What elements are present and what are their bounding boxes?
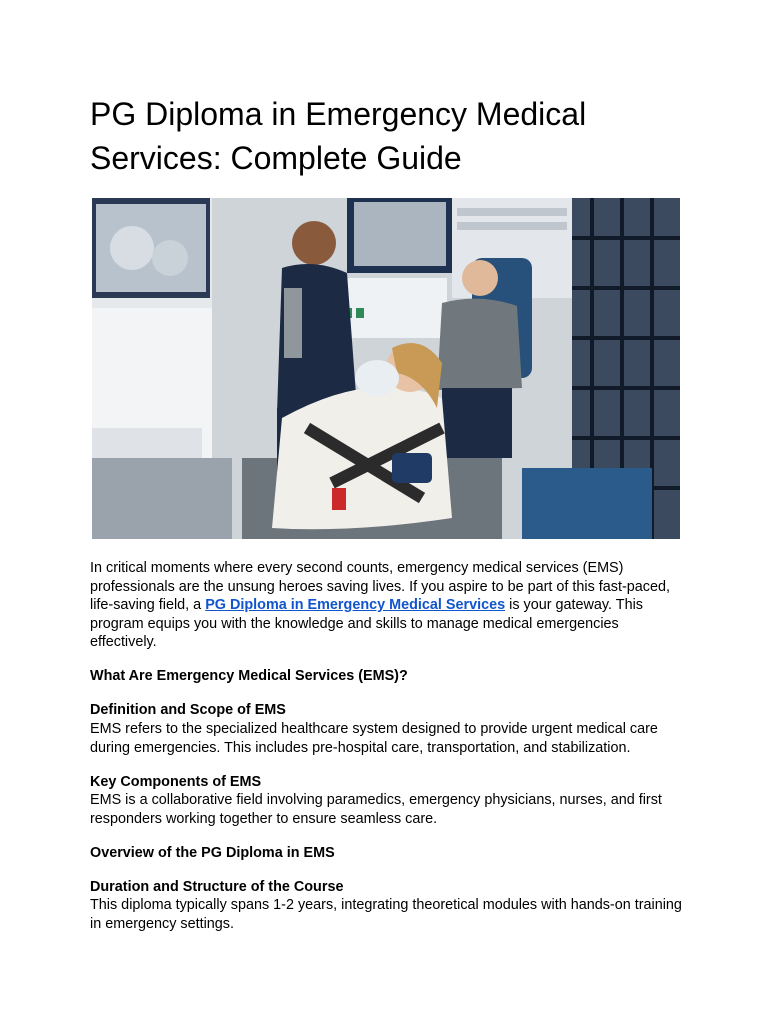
- intro-text-after: is your gateway. This program equips you with the knowledge and skills to manage medical emergencies effectively.: [90, 597, 643, 651]
- article-body: [90, 559, 682, 933]
- definition-paragraph: EMS refers to the specialized healthcare system designed to provide urgent medical care during emergencies. This includes pre-hospital care, transportation, and stabilization.: [90, 720, 658, 756]
- pg-diploma-link[interactable]: PG Diploma in Emergency Medical Services: [205, 597, 506, 614]
- duration-paragraph: This diploma typically spans 1-2 years, integrating theoretical modules with hands-on training in emergency settings.: [90, 897, 682, 932]
- heading-what-is-ems: What Are Emergency Medical Services (EMS)?: [90, 668, 408, 685]
- ambulance-photo: [92, 198, 680, 539]
- components-paragraph: EMS is a collaborative field involving paramedics, emergency physicians, nurses, and first responders working together to ensure seamless care.: [90, 792, 662, 827]
- heading-key-components: Key Components of EMS: [90, 773, 262, 790]
- heading-definition: Definition and Scope of EMS: [90, 702, 286, 719]
- page-title: PG Diploma in Emergency Medical Services: Complete Guide: [90, 96, 587, 176]
- intro-paragraph: [90, 559, 682, 652]
- intro-text-before: In critical moments where every second counts, emergency medical services (EMS) professionals are the unsung heroes saving lives. If you aspire to be part of this fast-paced, life-saving field, a: [90, 560, 670, 614]
- heading-overview: Overview of the PG Diploma in EMS: [90, 844, 335, 861]
- heading-duration: Duration and Structure of the Course: [90, 878, 344, 895]
